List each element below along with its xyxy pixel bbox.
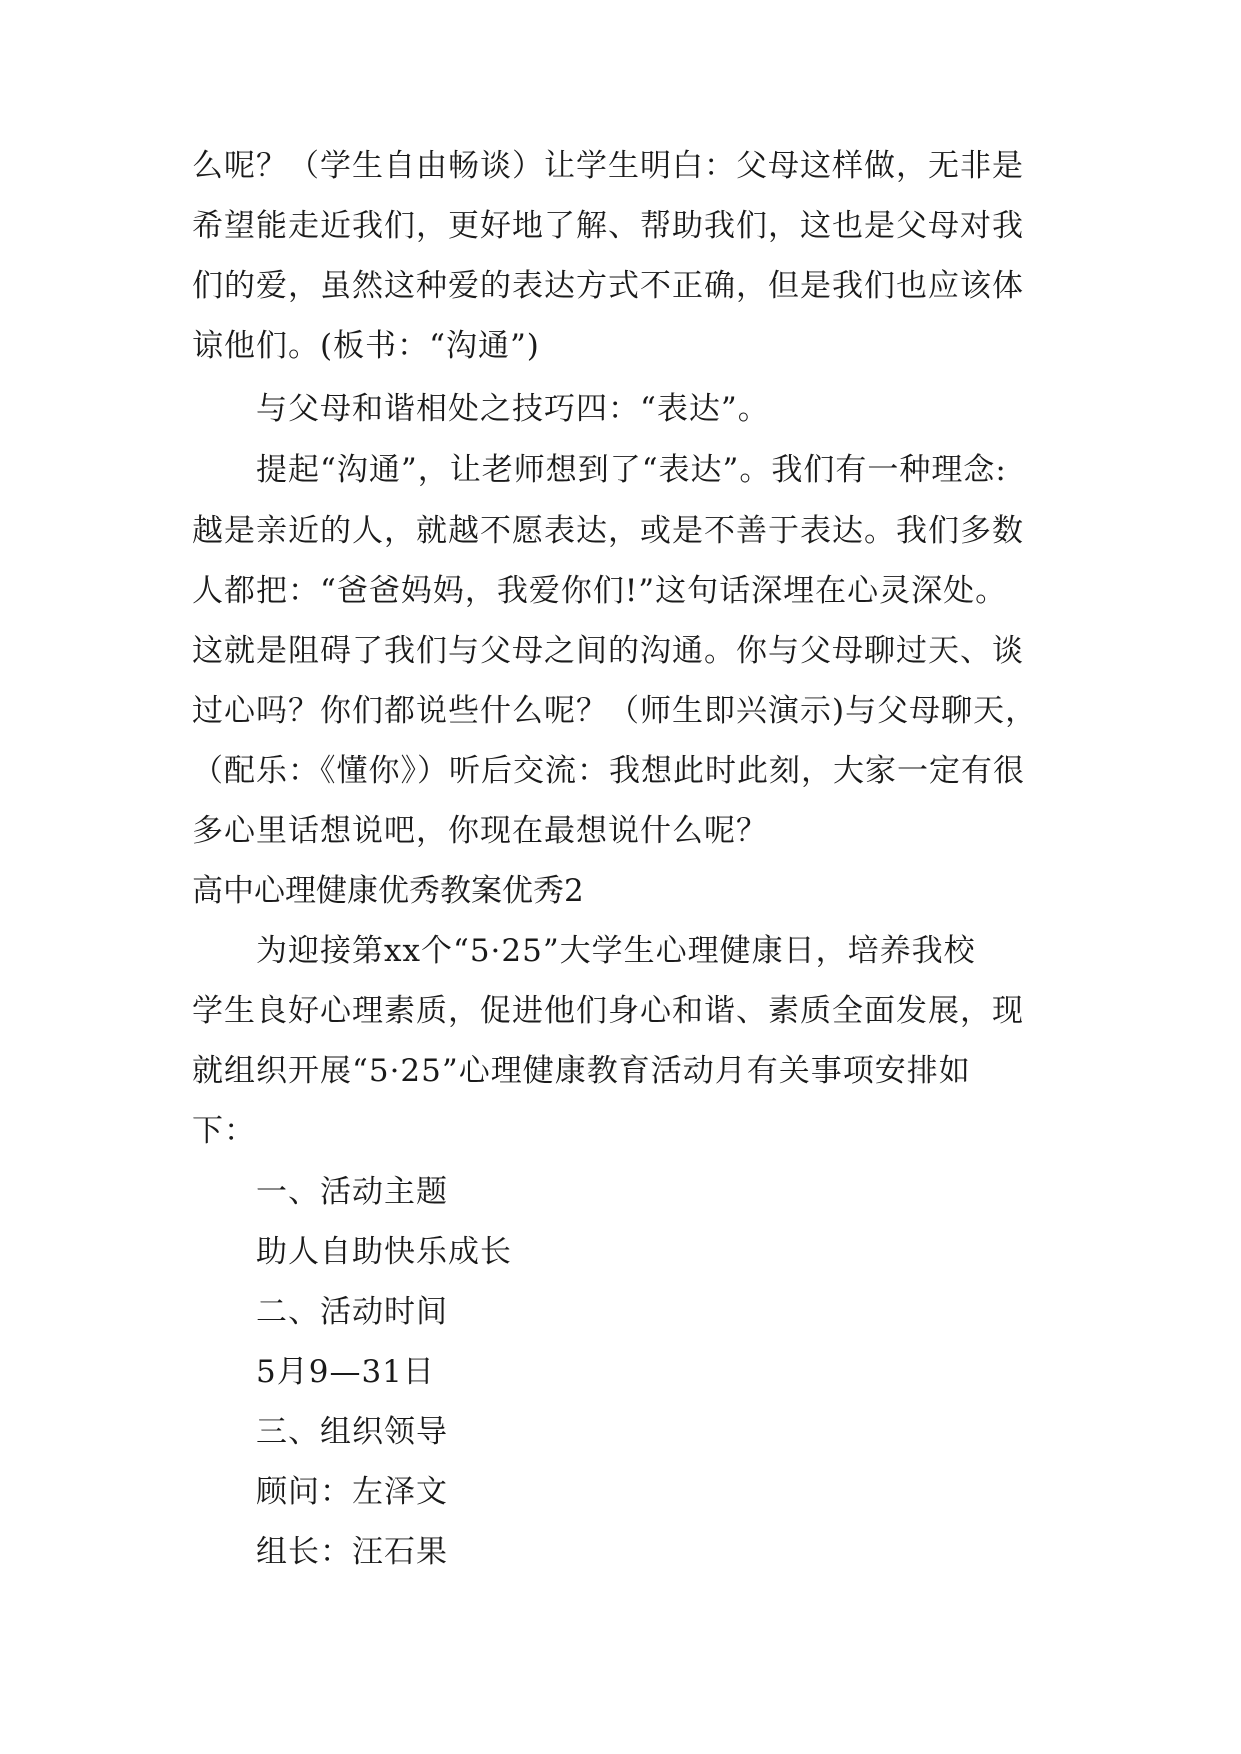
paragraph-line: 越是亲近的人，就越不愿表达，或是不善于表达。我们多数 [192, 513, 1024, 549]
paragraph-line: （配乐：《懂你》）听后交流：我想此时此刻，大家一定有很 [192, 753, 1025, 789]
paragraph-line: 过心吗？你们都说些什么呢？（师生即兴演示)与父母聊天， [192, 693, 1038, 729]
section-heading: 高中心理健康优秀教案优秀2 [192, 873, 584, 909]
paragraph-line: 为迎接第xx个“5·25”大学生心理健康日，培养我校 [256, 933, 976, 969]
paragraph-line: 谅他们。(板书：“沟通”) [192, 328, 540, 364]
list-item: 组长：汪石果 [256, 1534, 448, 1570]
paragraph-line: 下： [192, 1113, 256, 1149]
paragraph-line: 希望能走近我们，更好地了解、帮助我们，这也是父母对我 [192, 208, 1024, 244]
paragraph-line: 与父母和谐相处之技巧四：“表达”。 [256, 391, 770, 427]
paragraph-line: 提起“沟通”，让老师想到了“表达”。我们有一种理念: [256, 452, 1007, 488]
list-heading: 三、组织领导 [256, 1414, 448, 1450]
paragraph-line: 这就是阻碍了我们与父母之间的沟通。你与父母聊过天、谈 [192, 633, 1024, 669]
paragraph-line: 人都把：“爸爸妈妈，我爱你们!”这句话深埋在心灵深处。 [192, 573, 1008, 609]
paragraph-line: 学生良好心理素质，促进他们身心和谐、素质全面发展，现 [192, 993, 1024, 1029]
paragraph-line: 就组织开展“5·25”心理健康教育活动月有关事项安排如 [192, 1053, 971, 1089]
list-heading: 一、活动主题 [256, 1174, 448, 1210]
list-item: 助人自助快乐成长 [256, 1234, 512, 1270]
list-item: 顾问：左泽文 [256, 1474, 448, 1510]
paragraph-line: 们的爱，虽然这种爱的表达方式不正确，但是我们也应该体 [192, 268, 1024, 304]
list-item: 5月9—31日 [256, 1354, 435, 1390]
list-heading: 二、活动时间 [256, 1294, 448, 1330]
paragraph-line: 么呢？（学生自由畅谈）让学生明白：父母这样做，无非是 [192, 148, 1024, 184]
paragraph-line: 多心里话想说吧，你现在最想说什么呢？ [192, 813, 768, 849]
